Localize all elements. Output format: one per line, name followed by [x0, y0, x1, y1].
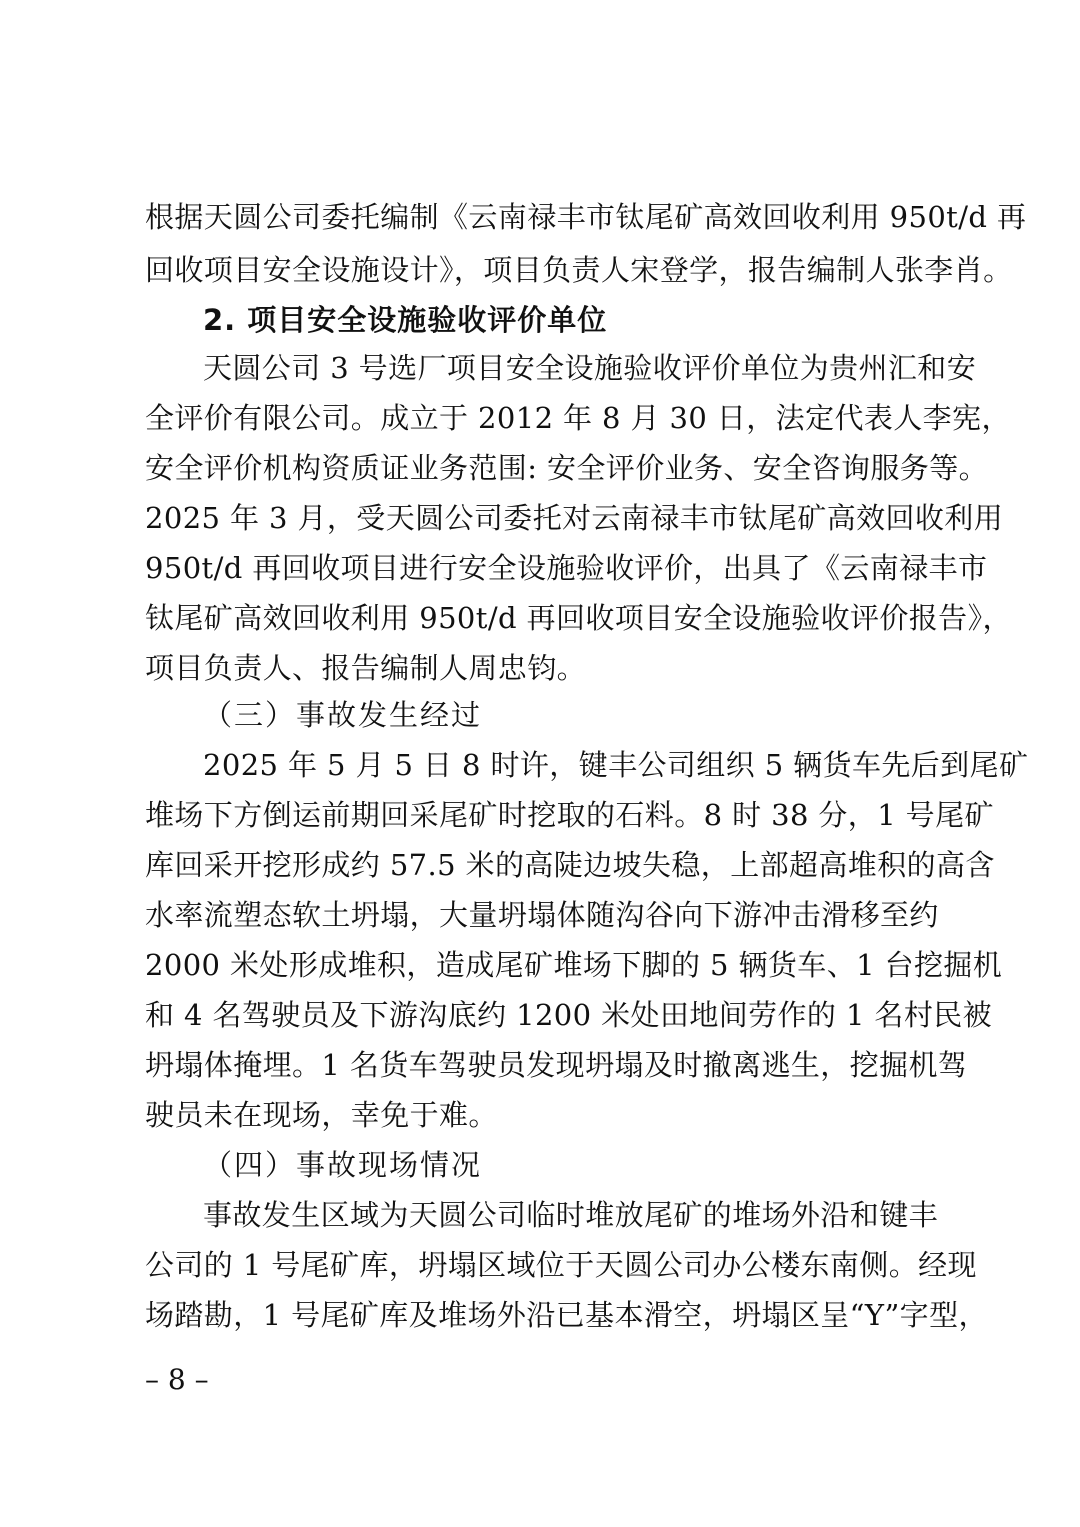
body-text-line: 水率流塑态软土坍塌，大量坍塌体随沟谷向下游冲击滑移至约 — [145, 898, 939, 932]
body-text-line: 950t/d 再回收项目进行安全设施验收评价，出具了《云南禄丰市 — [145, 551, 988, 585]
section-heading: 2. 项目安全设施验收评价单位 — [203, 303, 608, 337]
body-text-line: 和 4 名驾驶员及下游沟底约 1200 米处田地间劳作的 1 名村民被 — [145, 998, 993, 1032]
body-text-line: 2000 米处形成堆积，造成尾矿堆场下脚的 5 辆货车、1 台挖掘机 — [145, 948, 1003, 982]
body-text-line: 安全评价机构资质证业务范围: 安全评价业务、安全咨询服务等。 — [145, 451, 988, 485]
paragraph-first-line: 天圆公司 3 号选厂项目安全设施验收评价单位为贵州汇和安 — [203, 351, 977, 385]
subsection-heading: （三）事故发生经过 — [203, 698, 483, 732]
paragraph-first-line: 2025 年 5 月 5 日 8 时许，键丰公司组织 5 辆货车先后到尾矿 — [203, 748, 1029, 782]
body-text-line: 钛尾矿高效回收利用 950t/d 再回收项目安全设施验收评价报告》， — [145, 601, 1012, 635]
paragraph-first-line: 事故发生区域为天圆公司临时堆放尾矿的堆场外沿和键丰 — [203, 1198, 939, 1232]
body-text-line: 2025 年 3 月，受天圆公司委托对云南禄丰市钛尾矿高效回收利用 — [145, 501, 1004, 535]
body-text-line: 库回采开挖形成约 57.5 米的高陡边坡失稳，上部超高堆积的高含 — [145, 848, 995, 882]
body-text-line: 场踏勘，1 号尾矿库及堆场外沿已基本滑空，坍塌区呈“Y”字型， — [145, 1298, 988, 1332]
page-number: – 8 – — [145, 1363, 209, 1396]
body-text-line: 全评价有限公司。成立于 2012 年 8 月 30 日，法定代表人李宪， — [145, 401, 1011, 435]
body-text-line: 堆场下方倒运前期回采尾矿时挖取的石料。8 时 38 分，1 号尾矿 — [145, 798, 994, 832]
body-text-line: 根据天圆公司委托编制《云南禄丰市钛尾矿高效回收利用 950t/d 再 — [145, 200, 1027, 234]
subsection-heading: （四）事故现场情况 — [203, 1148, 483, 1182]
body-text-line: 坍塌体掩埋。1 名货车驾驶员发现坍塌及时撤离逃生，挖掘机驾 — [145, 1048, 968, 1082]
body-text-line: 回收项目安全设施设计》，项目负责人宋登学，报告编制人张李肖。 — [145, 253, 1013, 287]
body-text-line: 公司的 1 号尾矿库，坍塌区域位于天圆公司办公楼东南侧。经现 — [145, 1248, 977, 1282]
body-text-line: 项目负责人、报告编制人周忠钧。 — [145, 651, 587, 685]
body-text-line: 驶员未在现场，幸免于难。 — [145, 1098, 498, 1132]
